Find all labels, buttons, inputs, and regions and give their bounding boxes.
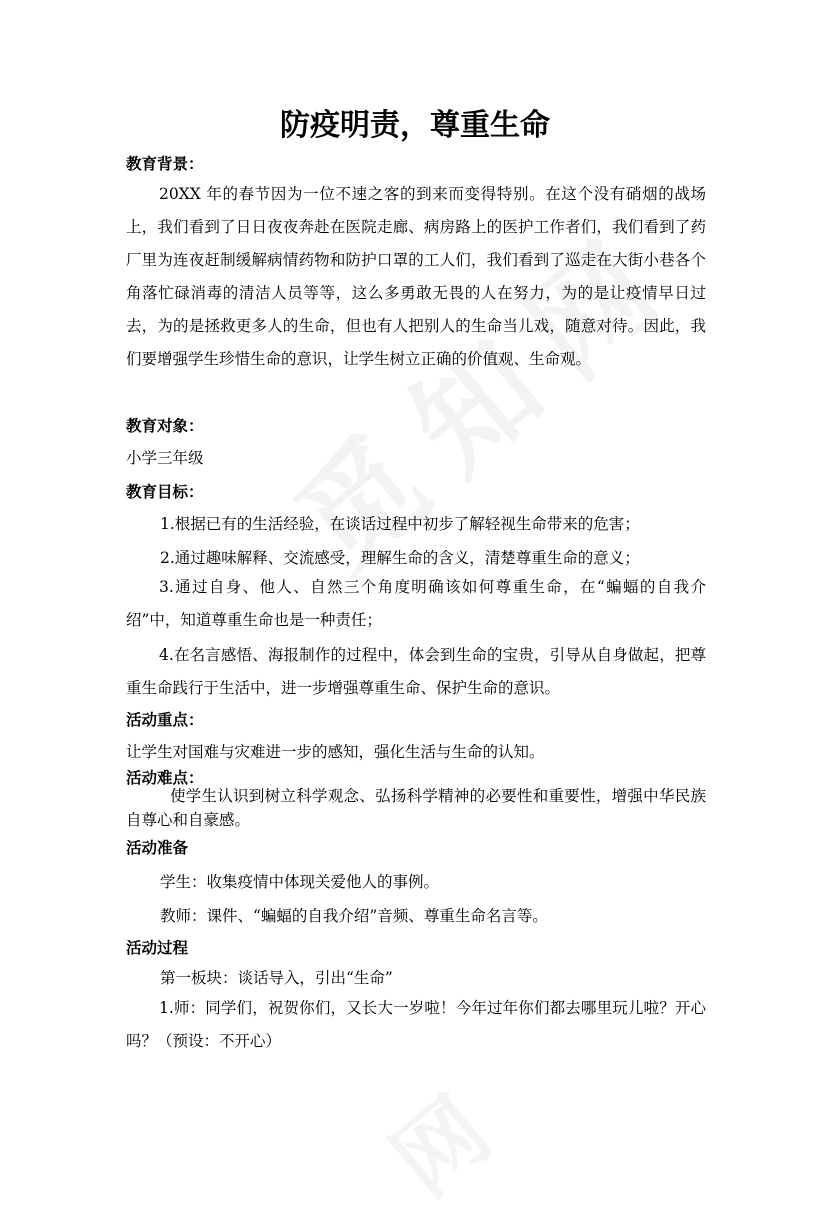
difficulty-heading: 活动难点： xyxy=(126,769,204,787)
background-paragraph: 20XX 年的春节因为一位不速之客的到来而变得特别。在这个没有硝烟的战场上，我们看到了日日夜夜奔赴在医院走廊、病房路上的医护工作者们，我们看到了药厂里为连夜赶制缓解病情药物和防护口罩的工人们，我们看到了巡走在大街小巷各个角落忙碌消毒的清洁人员等等，这么多勇敢无畏的人在努力，为的是让疫情早日过去，为的是拯救更多人的生命，但也有人把别人的生命当儿戏，随意对待。因此，我们要增强学生珍惜生命的意识，让学生树立正确的价值观、生命观。 xyxy=(126,185,706,368)
key-point-heading: 活动重点： xyxy=(126,711,204,729)
goal-item: 4.在名言感悟、海报制作的过程中，体会到生命的宝贵，引导从自身做起，把尊重生命践行于生活中，进一步增强尊重生命、保护生命的意识。 xyxy=(126,646,706,697)
goals-heading: 教育目标： xyxy=(126,483,204,501)
key-point-text: 让学生对国难与灾难进一步的感知，强化生活与生命的认知。 xyxy=(126,743,545,761)
process-heading: 活动过程 xyxy=(126,939,189,957)
watermark-bottom xyxy=(360,1062,513,1219)
goal-item: 1.根据已有的生活经验，在谈话过程中初步了解轻视生命带来的危害； xyxy=(160,515,640,533)
goal-item: 2.通过趣味解释、交流感受，理解生命的含义，清楚尊重生命的意义； xyxy=(160,549,640,567)
goal-item: 3.通过自身、他人、自然三个角度明确该如何尊重生命，在“蝙蝠的自我介绍”中，知道尊重生命也是一种责任； xyxy=(126,578,706,629)
process-step1: 1.师：同学们，祝贺你们，又长大一岁啦！今年过年你们都去哪里玩儿啦？开心吗？（预设：不开心） xyxy=(126,999,706,1050)
difficulty-text: 使学生认识到树立科学观念、弘扬科学精神的必要性和重要性，增强中华民族自尊心和自豪感。 xyxy=(126,787,706,829)
preparation-heading: 活动准备 xyxy=(126,839,189,857)
target-heading: 教育对象： xyxy=(126,417,204,435)
preparation-student: 学生：收集疫情中体现关爱他人的事例。 xyxy=(160,873,440,891)
preparation-teacher: 教师：课件、“蝙蝠的自我介绍”音频、尊重生命名言等。 xyxy=(160,907,548,925)
target-text: 小学三年级 xyxy=(126,449,204,467)
process-section1: 第一板块：谈话导入，引出“生命” xyxy=(160,969,393,987)
page-title: 防疫明责，尊重生命 xyxy=(280,108,550,143)
background-heading: 教育背景： xyxy=(126,155,204,173)
